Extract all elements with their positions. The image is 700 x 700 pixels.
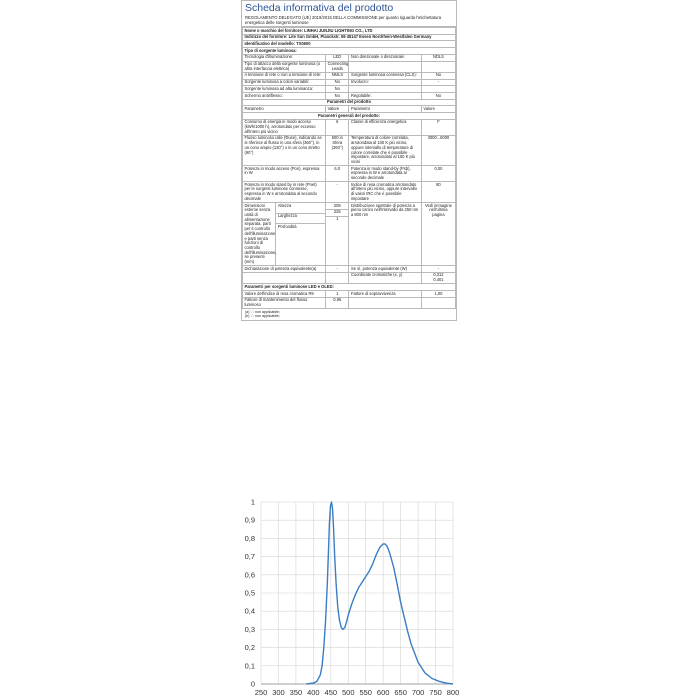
type-rows (243, 54, 456, 99)
param-value: NMLS (326, 72, 349, 79)
table-row (243, 291, 456, 298)
y-tick-label: 0,1 (244, 661, 255, 671)
param-label (349, 297, 421, 308)
y-tick-label: 0,3 (244, 624, 255, 634)
param-label: Flusso luminoso utile (Φuse), indicando se si riferisce al flusso in una sfera (360°), in un cono ampio (120°) o in un cono stretto (90°) (243, 135, 326, 165)
param-value: 3000...6000 (421, 135, 455, 165)
param-label: Sorgente luminosa connessa (CLS): (349, 72, 421, 79)
col-header-value2: Valore (421, 106, 455, 113)
supplier-row: Nome o marchio del fornitore: LINHAI JUNJIU LIGHTING CO., LTD (243, 28, 456, 35)
table-row (243, 79, 456, 86)
param-label (349, 61, 421, 72)
table-row (243, 297, 456, 308)
param-value: NDLS (421, 54, 455, 61)
param-value (421, 86, 455, 93)
spectral-chart-svg (241, 496, 460, 700)
param-value: No (326, 93, 349, 100)
param-value: 0,312 0,401 (421, 272, 455, 283)
table-row (243, 72, 456, 79)
y-tick-label: 1 (250, 497, 255, 507)
param-value: 6,0 (326, 166, 349, 182)
param-value: - (326, 182, 349, 203)
table-row (243, 272, 456, 283)
param-label: Indice di resa cromatica arrotondato all'intero più vicino, oppure intervallo di valori IRC che è possibile impostare (349, 182, 421, 203)
param-value: LED (326, 54, 349, 61)
product-table (242, 27, 456, 309)
param-label: Consumo di energia in modo acceso (kWh/1000 h), arrotondato per eccesso all'intero più vicino (243, 119, 326, 135)
param-label: Classe di efficienza energetica (349, 119, 421, 135)
model-row: Identificativo del modello: TX0600 (243, 41, 456, 48)
col-header-param1: Parametro (243, 106, 326, 113)
dims-height-label: Altezza (276, 203, 325, 213)
table-row (243, 135, 456, 165)
x-tick-label: 550 (359, 688, 372, 697)
param-label: Se sì, potenza equivalente (W) (349, 266, 421, 273)
dims-values (326, 203, 349, 266)
param-label: Tecnologia d'illuminazione: (243, 54, 326, 61)
param-label: Potenza in modo stand by in rete (Pnet) per le sorgenti luminose connesse, espressa in W e arrotondata al secondo decimale (243, 182, 326, 203)
param-label: Coordinate cromatiche (x, y) (349, 272, 421, 283)
table-row (243, 266, 456, 273)
param-label: Potenza in modo stand-by (Psb), espressa in W e arrotondata al secondo decimale (349, 166, 421, 182)
y-tick-label: 0,6 (244, 570, 255, 580)
footnote-a: (a) '-': non applicabile; (245, 310, 280, 315)
table-row (243, 119, 456, 135)
x-tick-label: 250 (254, 688, 268, 697)
param-label: Fattore di mantenimento del flusso luminoso (243, 297, 326, 308)
param-value (421, 61, 455, 72)
param-value (326, 272, 349, 283)
param-label: Tipo di attacco della sorgente luminosa (o altra interfaccia elettrica) (243, 61, 326, 72)
param-value: 1 (326, 291, 349, 298)
table-row (243, 86, 456, 93)
spd-value: Vedi immagine nell'ultima pagina (421, 203, 455, 266)
param-label: Temperatura di colore correlata, arrotondata al 100 K più vicino, oppure intervallo di temperature di colore correlate che è possibile impostare, arrotondato al 100 K più vicini (349, 135, 421, 165)
y-tick-label: 0,4 (244, 606, 255, 616)
param-value: No (326, 86, 349, 93)
x-tick-label: 800 (446, 688, 460, 697)
y-tick-label: 0,2 (244, 643, 255, 653)
equiv-rows (243, 266, 456, 284)
footnote-b: (b) '-': non applicabile; (245, 314, 280, 319)
param-label (243, 272, 326, 283)
dims-cell (243, 203, 326, 266)
param-value: No (421, 72, 455, 79)
footnotes (242, 309, 456, 319)
table-row (243, 61, 456, 72)
sheet-title: Scheda informativa del prodotto (245, 2, 394, 14)
table-row (243, 182, 456, 203)
col-header-param2: Parametro (349, 106, 421, 113)
param-value: F (421, 119, 455, 135)
x-tick-label: 700 (411, 688, 425, 697)
y-tick-label: 0,9 (244, 515, 255, 525)
param-label: Non direzionale o direzionale: (349, 54, 421, 61)
param-label: Sorgente luminosa ad alta luminanza: (243, 86, 326, 93)
param-value: 600 in Sfera (360°) (326, 135, 349, 165)
general-rows (243, 119, 456, 202)
param-value: 0,96 (326, 297, 349, 308)
dims-depth-label: Profondità (277, 223, 297, 229)
x-tick-label: 300 (272, 688, 285, 697)
dims-height-value: 208 (326, 203, 348, 210)
x-tick-label: 450 (324, 688, 338, 697)
param-label: Regolabile: (349, 93, 421, 100)
x-tick-label: 600 (376, 688, 390, 697)
spd-label: Distribuzione spettrale di potenza a pieno carico nell'intervallo da 250 nm a 800 nm (349, 203, 421, 266)
y-tick-label: 0,7 (244, 552, 255, 562)
param-label: Valore dell'indice di resa cromatica R9 (243, 291, 326, 298)
param-label: Schermo antiriflesso: (243, 93, 326, 100)
param-value: - (421, 266, 455, 273)
param-label: A tensione di rete o non a tensione di rete: (243, 72, 326, 79)
spectral-chart (241, 496, 460, 700)
params-header: Parametri del prodotto (243, 99, 456, 106)
param-value: No (326, 79, 349, 86)
param-label: Fattore di sopravvivenza (349, 291, 421, 298)
table-row (243, 166, 456, 182)
param-label: Potenza in modo acceso (Pon), espressa in W (243, 166, 326, 182)
dims-width-label: Larghezza (276, 213, 325, 224)
y-tick-label: 0 (250, 679, 255, 689)
param-value: 80 (421, 182, 455, 203)
x-tick-label: 750 (429, 688, 442, 697)
sheet-subtitle: REGOLAMENTO DELEGATO (UE) 2019/2015 DELLA COMMISSIONE per quanto riguarda l'etichettatura energetica delle sorgenti luminose (242, 15, 456, 27)
param-value: 6 (326, 119, 349, 135)
address-row: Indirizzo del fornitore: Lite Sun GmbH, Planckstr. 59 45147 Essen Nordrhein-Westfalen Germany (243, 34, 456, 41)
y-tick-label: 0,5 (244, 588, 255, 598)
param-value: - (421, 79, 455, 86)
product-info-sheet (241, 0, 457, 321)
param-value: 0,00 (421, 166, 455, 182)
param-label: Sorgente luminosa a colori variabili: (243, 79, 326, 86)
x-tick-label: 350 (289, 688, 303, 697)
dims-label: Dimensioni esterne senza unità di alimentazione separata, parti per il controllo dell'illuminazione e parti senza funzioni di controllo dell'illuminazione, se presenti (mm) (244, 202, 277, 265)
param-label: Dichiarazione di potenza equivalente(a) (243, 266, 326, 273)
param-label: Involucro: (349, 79, 421, 86)
dims-width-value: 225 (326, 210, 348, 217)
param-value: Connecting Leads (327, 61, 349, 71)
table-row (243, 54, 456, 61)
param-label (349, 86, 421, 93)
param-value (421, 297, 455, 308)
general-header: Parametri generali del prodotto: (243, 113, 456, 120)
table-row (243, 93, 456, 100)
dims-depth-value: 1 (336, 216, 339, 221)
type-header: Tipo di sorgente luminosa: (243, 48, 456, 55)
x-tick-label: 400 (307, 688, 320, 697)
col-header-value1: Valore (326, 106, 349, 113)
y-tick-label: 0,8 (244, 533, 255, 543)
param-value: No (421, 93, 455, 100)
x-tick-label: 500 (342, 688, 355, 697)
param-value: - (326, 266, 349, 273)
led-rows (243, 291, 456, 309)
led-header: Parametri per sorgenti luminose LED e OLED: (243, 284, 456, 291)
x-tick-label: 650 (394, 688, 407, 697)
param-value: 1,00 (421, 291, 455, 298)
